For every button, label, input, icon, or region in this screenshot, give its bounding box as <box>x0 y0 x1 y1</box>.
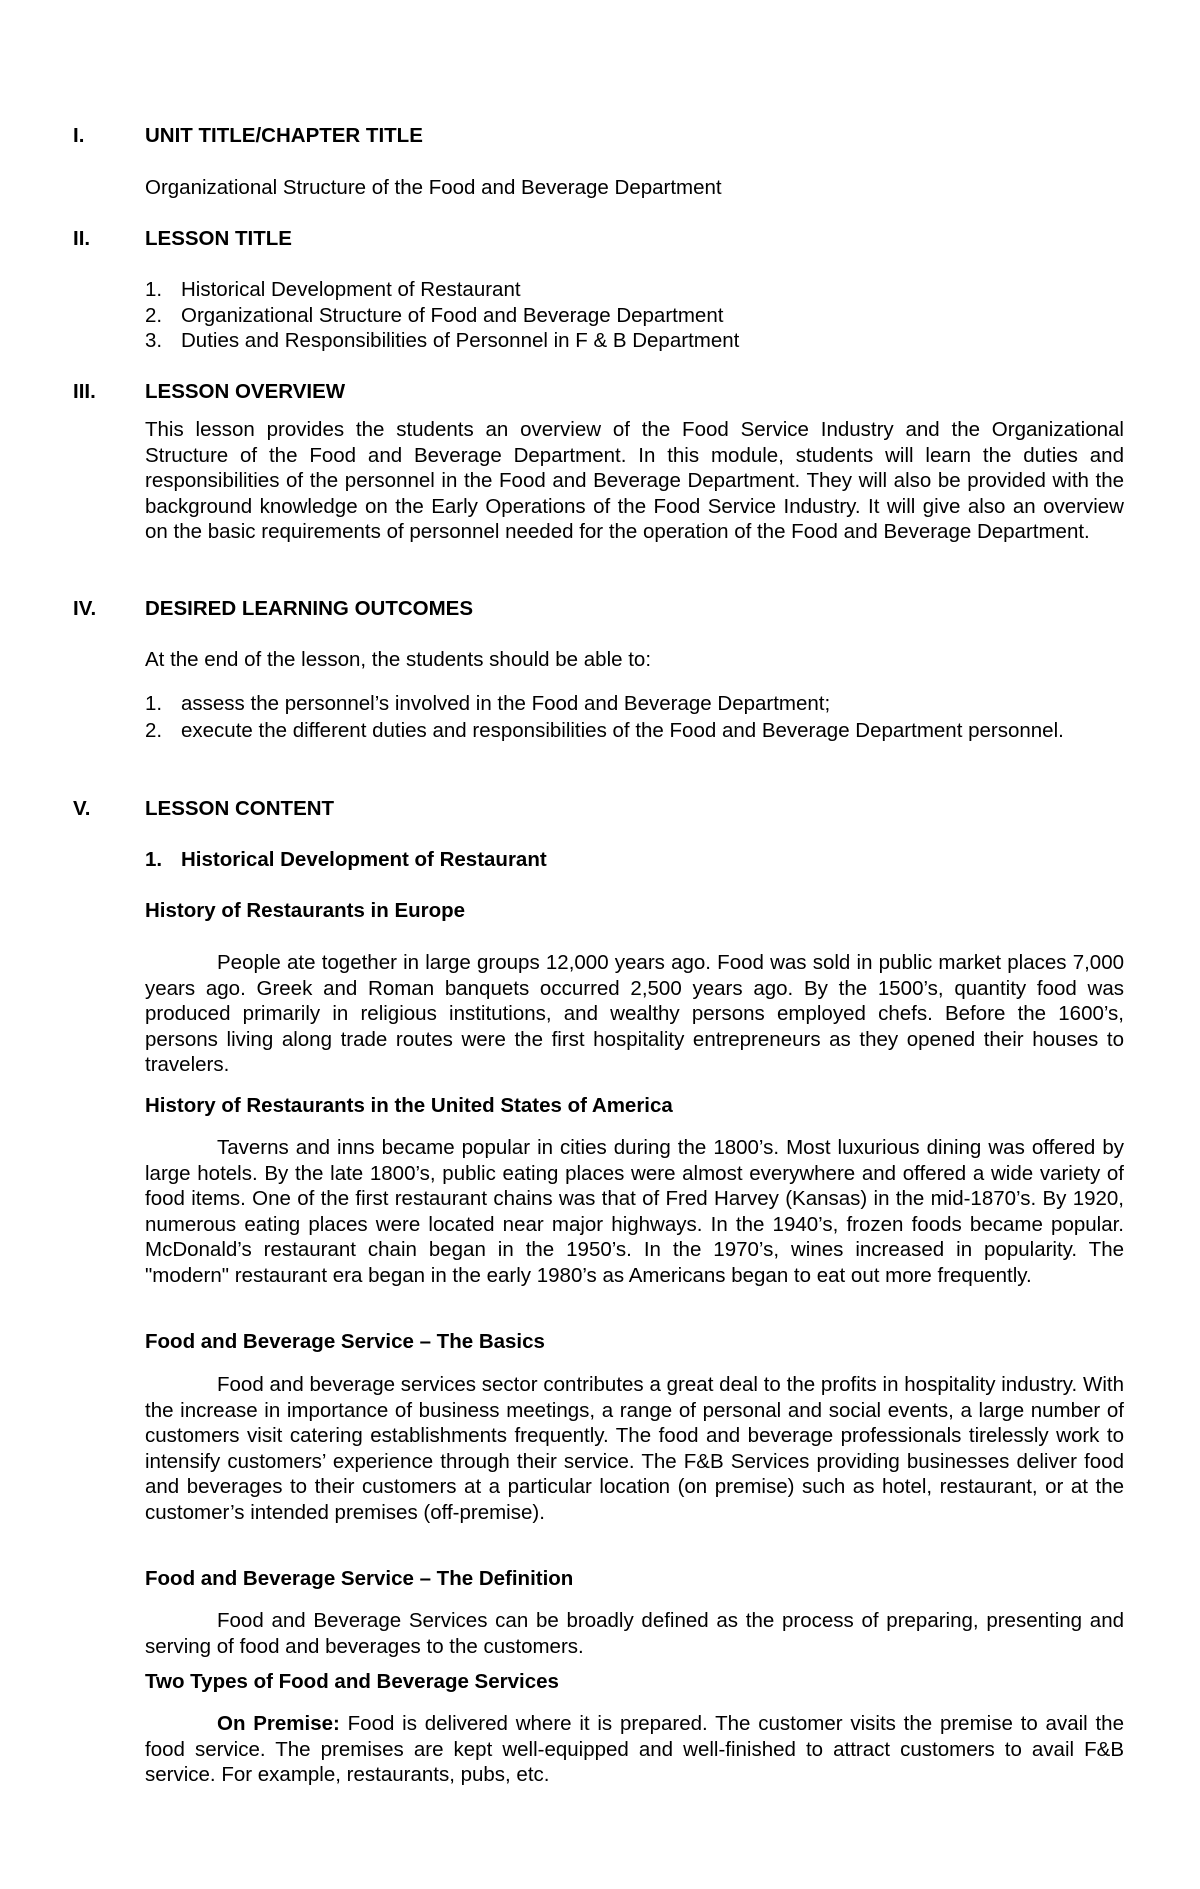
list-number: 3. <box>145 329 163 352</box>
subsection-heading <box>145 848 1124 872</box>
block-paragraph <box>145 1711 1124 1788</box>
block-heading: Food and Beverage Service – The Basics <box>145 1330 545 1353</box>
list-text: execute the different duties and responsibilities of the Food and Beverage Department personnel. <box>181 719 1064 742</box>
overview-paragraph: This lesson provides the students an overview of the Food Service Industry and the Organizational Structure of the Food and Beverage Department. In this module, students will learn the duties and responsibilities of the personnel in the Food and Beverage Department. They will also be provided with the background knowledge on the Early Operations of the Food Service Industry. It will give also an overview on the basic requirements of personnel needed for the operation of the Food and Beverage Department. <box>145 418 1124 543</box>
list-text: Historical Development of Restaurant <box>181 278 521 301</box>
section-title: LESSON OVERVIEW <box>145 380 346 403</box>
list-item <box>145 718 1124 744</box>
section-title: DESIRED LEARNING OUTCOMES <box>145 597 474 620</box>
list-number: 2. <box>145 719 163 742</box>
list-text: assess the personnel’s involved in the Food and Beverage Department; <box>181 692 831 715</box>
list-text: Duties and Responsibilities of Personnel in F & B Department <box>181 329 740 352</box>
block-text: Food is delivered where it is prepared. The customer visits the premise to avail the food service. The premises are kept well-equipped and well-finished to attract customers to avail F&B service. For example, restaurants, pubs, etc. <box>145 1712 1124 1787</box>
section-number: III. <box>73 380 96 403</box>
subsection-number: 1. <box>145 848 163 871</box>
outcomes-intro: At the end of the lesson, the students should be able to: <box>145 648 652 671</box>
list-item <box>145 304 1124 328</box>
section-number: IV. <box>73 597 97 620</box>
section-number: I. <box>73 124 85 147</box>
section-title: LESSON CONTENT <box>145 797 335 820</box>
block-paragraph: Food and Beverage Services can be broadly defined as the process of preparing, presenting and serving of food and beverages to the customers. <box>145 1609 1124 1658</box>
unit-title-text: Organizational Structure of the Food and Beverage Department <box>145 176 722 199</box>
block-paragraph: Taverns and inns became popular in cities during the 1800’s. Most luxurious dining was offered by large hotels. By the late 1800’s, public eating places were almost everywhere and offered a wide variety of food items. One of the first restaurant chains was that of Fred Harvey (Kansas) in the mid-1870’s. By 1920, numerous eating places were located near major highways. In the 1940’s, frozen foods became popular. McDonald’s restaurant chain began in the 1950’s. In the 1970’s, wines increased in popularity. The "modern" restaurant era began in the early 1980’s as Americans began to eat out more frequently. <box>145 1136 1124 1287</box>
block-heading: History of Restaurants in the United States of America <box>145 1094 673 1117</box>
section-number: V. <box>73 797 91 820</box>
list-text: Organizational Structure of Food and Beverage Department <box>181 304 724 327</box>
list-number: 1. <box>145 278 163 301</box>
block-lead: On Premise: <box>217 1712 340 1735</box>
list-item <box>145 329 1124 353</box>
block-paragraph: Food and beverage services sector contributes a great deal to the profits in hospitality industry. With the increase in importance of business meetings, a range of personal and social events, a large number of customers visit catering establishments frequently. The food and beverage professionals tirelessly work to intensify customers’ experience through their service. The F&B Services providing businesses deliver food and beverages to their customers at a particular location (on premise) such as hotel, restaurant, or at the customer’s intended premises (off-premise). <box>145 1373 1124 1524</box>
subsection-title: Historical Development of Restaurant <box>181 848 547 871</box>
section-title: UNIT TITLE/CHAPTER TITLE <box>145 124 423 147</box>
list-item <box>145 278 1124 302</box>
section-title: LESSON TITLE <box>145 227 292 250</box>
list-number: 1. <box>145 692 163 715</box>
list-number: 2. <box>145 304 163 327</box>
block-heading: History of Restaurants in Europe <box>145 899 466 922</box>
block-paragraph: People ate together in large groups 12,000 years ago. Food was sold in public market places 7,000 years ago. Greek and Roman banquets occurred 2,500 years ago. By the 1500’s, quantity food was produced primarily in religious institutions, and wealthy persons employed chefs. Before the 1600’s, persons living along trade routes were the first hospitality entrepreneurs as they opened their houses to travelers. <box>145 951 1124 1077</box>
list-item <box>145 692 1124 716</box>
block-heading: Two Types of Food and Beverage Services <box>145 1670 559 1693</box>
section-number: II. <box>73 227 91 250</box>
block-heading: Food and Beverage Service – The Definition <box>145 1567 574 1590</box>
